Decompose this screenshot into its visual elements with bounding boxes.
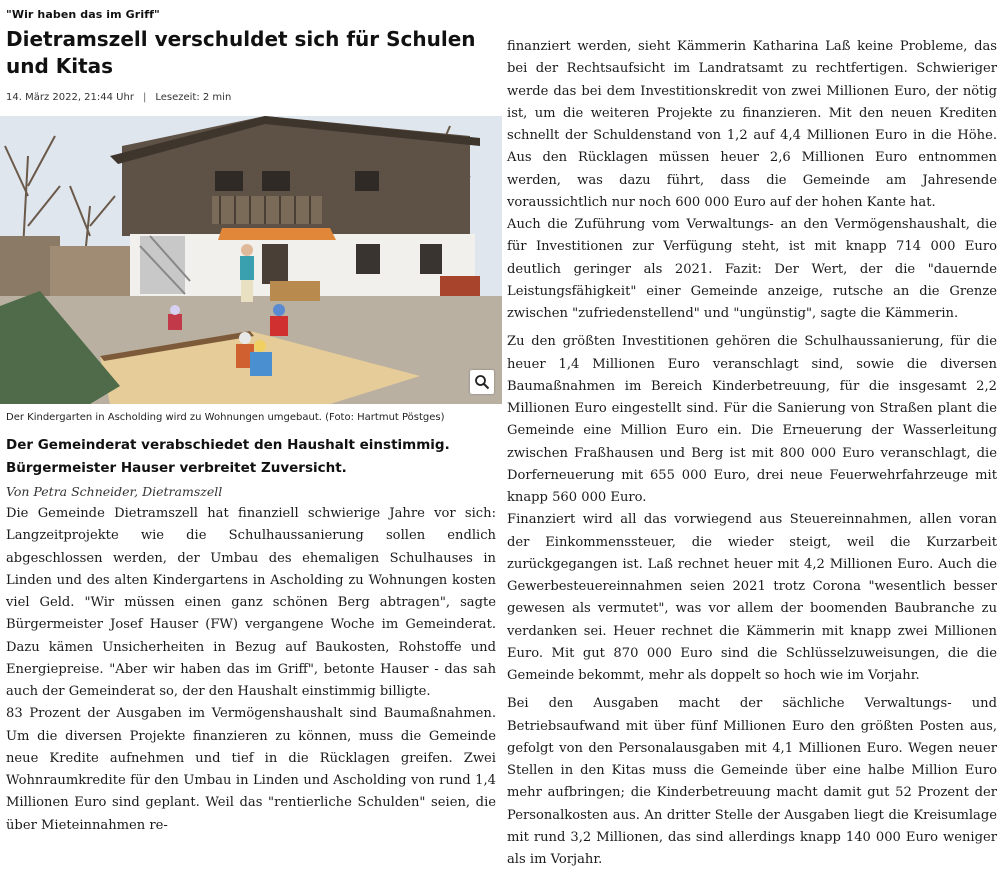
kindergarten-photo-illustration	[0, 116, 502, 404]
body-paragraph: Auch die Zuführung vom Verwaltungs- an den Vermögenshaushalt, die für Investitionen zur Verfügung steht, ist mit knapp 714 000 Euro deutlich geringer als 2021. Fazit: Der Wert, der die "dauernde Leistungsfähigkeit" einer Gemeinde anzeige, rutsche an die Grenze zwischen "zufriedenstellend" und "ungünstig", sagte die Kämmerin.	[507, 217, 997, 321]
reading-time: Lesezeit: 2 min	[155, 92, 232, 103]
article-kicker: "Wir haben das im Griff"	[6, 8, 160, 21]
left-body-text	[6, 503, 496, 837]
article-headline: Dietramszell verschuldet sich für Schulen und Kitas	[6, 27, 476, 78]
zoom-image-button[interactable]	[470, 370, 494, 394]
body-paragraph: Zu den größten Investitionen gehören die Schulhaussanierung, für die heuer 1,4 Millionen Euro veranschlagt sind, sowie die diversen Baumaßnahmen im Bereich Kinderbetreuung, für die insgesamt 2,2 Millionen Euro eingestellt sind. Für die Sanierung von Straßen plant die Gemeinde eine Million Euro ein. Die Erneuerung der Wasserleitung zwischen Fraßhausen und Berg ist mit 800 000 Euro veranschlagt, die Dorferneuerung mit 655 000 Euro, drei neue Feuerwehrfahrzeuge mit knapp 560 000 Euro.	[507, 334, 997, 505]
article-meta	[6, 92, 231, 103]
right-body-text	[507, 36, 997, 871]
magnifier-icon	[474, 374, 490, 390]
article-photo[interactable]	[0, 116, 502, 404]
article-teaser: Der Gemeinderat verabschiedet den Haushalt einstimmig. Bürgermeister Hauser verbreitet Zuversicht.	[6, 437, 450, 476]
body-paragraph: Finanziert wird all das vorwiegend aus Steuereinnahmen, allen voran der Einkommenssteuer, die wieder steigt, weil die Kurzarbeit zurückgegangen ist. Laß rechnet heuer mit 4,2 Millionen Euro. Auch die Gewerbesteuereinnahmen seien 2021 trotz Corona "wesentlich besser gewesen als vermutet", was vor allem der boomenden Baubranche zu verdanken sei. Heuer rechnet die Kämmerin mit knapp zwei Millionen Euro. Mit gut 870 000 Euro sind die Schlüsselzuweisungen, die die Gemeinde bekommt, mehr als doppelt so hoch wie im Vorjahr.	[507, 512, 997, 683]
body-paragraph: finanziert werden, sieht Kämmerin Katharina Laß keine Probleme, das bei der Rechtsaufsicht im Landratsamt zu rechtfertigen. Schwieriger werde das bei dem Investitionskredit von zwei Millionen Euro, der nötig ist, um die weiteren Projekte zu finanzieren. Mit den neuen Krediten schnellt der Schuldenstand von 1,2 auf 4,4 Millionen Euro in die Höhe. Aus den Rücklagen müssen heuer 2,6 Millionen Euro entnommen werden, was dazu führt, dass die Gemeinde am Jahresende voraussichtlich nur noch 600 000 Euro auf der hohen Kante hat.	[507, 39, 997, 210]
photo-caption: Der Kindergarten in Ascholding wird zu Wohnungen umgebaut. (Foto: Hartmut Pöstges)	[6, 412, 445, 423]
right-column	[507, 0, 1000, 867]
meta-separator: |	[142, 92, 147, 103]
left-column	[0, 0, 502, 833]
body-paragraph: Bei den Ausgaben macht der sächliche Verwaltungs- und Betriebsaufwand mit über fünf Millionen Euro den größten Posten aus, gefolgt von den Personalausgaben mit 4,1 Millionen Euro. Wegen neuer Stellen in den Kitas muss die Gemeinde über eine halbe Million Euro mehr aufbringen; die Kinderbetreuung macht damit gut 52 Prozent der Personalkosten aus. An dritter Stelle der Ausgaben liegt die Kreisumlage mit rund 3,2 Millionen, das sind allerdings knapp 140 000 Euro weniger als im Vorjahr.	[507, 696, 997, 867]
article-date: 14. März 2022, 21:44 Uhr	[6, 92, 134, 103]
body-paragraph: Die Gemeinde Dietramszell hat finanziell schwierige Jahre vor sich: Langzeitprojekte wie die Schulhaussanierung sollen endlich abgeschlossen werden, der Umbau des ehemaligen Schulhauses in Linden und des alten Kindergartens in Ascholding zu Wohnungen kosten viel Geld. "Wir müssen einen ganz schönen Berg abtragen", sagte Bürgermeister Josef Hauser (FW) vergangene Woche im Gemeinderat. Dazu kämen Unsicherheiten in Bezug auf Baukosten, Rohstoffe und Energiepreise. "Aber wir haben das im Griff", betonte Hauser - das sah auch der Gemeinderat so, der den Haushalt einstimmig billigte.	[6, 506, 496, 699]
body-paragraph: 83 Prozent der Ausgaben im Vermögenshaushalt sind Baumaßnahmen. Um die diversen Projekte finanzieren zu können, muss die Gemeinde neue Kredite aufnehmen und tief in die Rücklagen greifen. Zwei Wohnraumkredite für den Umbau in Linden und Ascholding von rund 1,4 Millionen Euro sind geplant. Weil das "rentierliche Schulden" seien, die über Mieteinnahmen re-	[6, 706, 496, 833]
article-byline: Von Petra Schneider, Dietramszell	[6, 484, 223, 499]
